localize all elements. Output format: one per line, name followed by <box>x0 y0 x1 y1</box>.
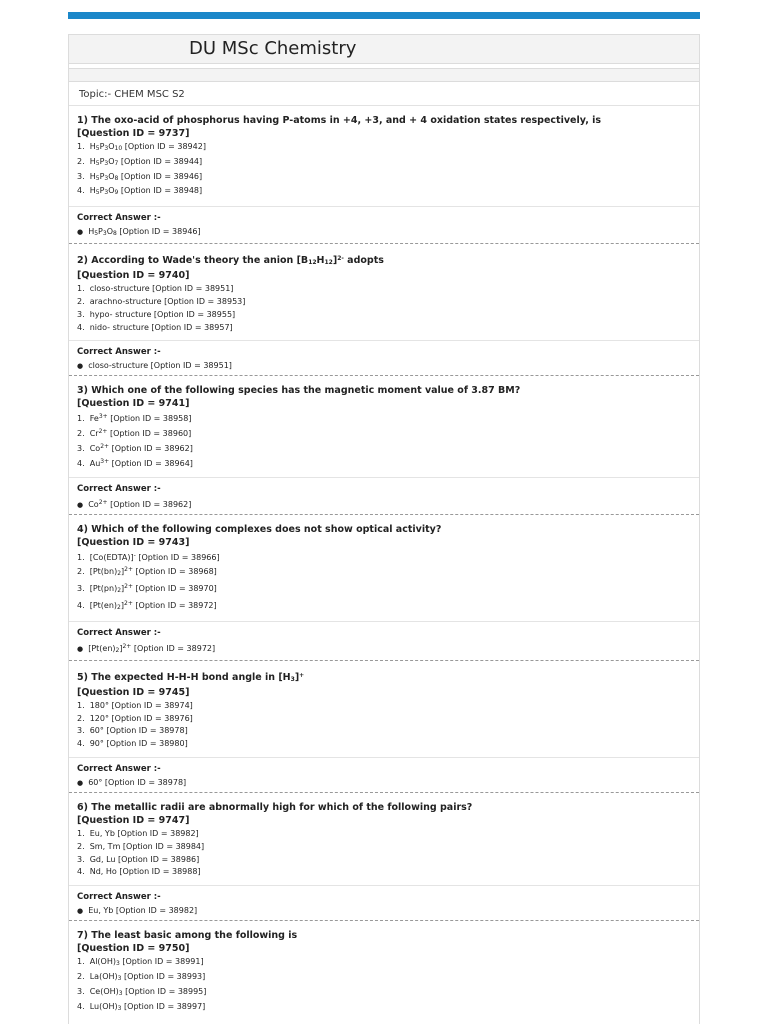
question-separator <box>69 660 699 661</box>
bullet-icon: ● <box>77 500 84 509</box>
option-item: 1. [Co(EDTA)]- [Option ID = 38966] <box>77 551 220 562</box>
question-id: [Question ID = 9743] <box>77 536 190 548</box>
question-text: 7) The least basic among the following is <box>77 930 298 942</box>
question-block <box>69 384 699 514</box>
bullet-icon: ● <box>77 778 84 787</box>
option-list <box>77 956 691 1015</box>
bullet-icon: ● <box>77 362 84 371</box>
option-list <box>77 550 691 615</box>
option-item: 1. $Fe^{3+}$ [Option ID = 38958] <box>77 413 192 424</box>
option-list <box>77 141 691 200</box>
correct-answer-label: Correct Answer :- <box>77 347 161 358</box>
option-list <box>77 828 691 879</box>
question-block <box>69 669 699 793</box>
option-item: 4. nido- structure [Option ID = 38957] <box>77 322 233 332</box>
option-item: 1. $Al(OH)_3$ [Option ID = 38991] <box>77 957 204 968</box>
option-item: 2. $La(OH)_3$ [Option ID = 38993] <box>77 971 206 982</box>
question-text: 2) According to Wade's theory the anion $[B_{12}H_{12}]^{2-}$ adopts <box>77 255 384 267</box>
question-block <box>69 929 699 1015</box>
correct-answer-section <box>77 758 691 792</box>
option-item: 3. $H_5P_3O_8$ [Option ID = 38946] <box>77 171 203 182</box>
question-id: [Question ID = 9747] <box>77 814 190 826</box>
option-item: 3. $Ce(OH)_3$ [Option ID = 38995] <box>77 986 207 997</box>
question-block <box>69 114 699 244</box>
question-id: [Question ID = 9741] <box>77 398 190 410</box>
bullet-icon: ● <box>77 644 84 653</box>
option-item: 4. 90° [Option ID = 38980] <box>77 739 188 749</box>
correct-answer-value: ● Eu, Yb [Option ID = 38982] <box>77 906 198 916</box>
correct-answer-label: Correct Answer :- <box>77 483 161 494</box>
option-item: 2. 120° [Option ID = 38976] <box>77 713 193 723</box>
bullet-icon: ● <box>77 907 84 916</box>
option-item: 3. 60° [Option ID = 38978] <box>77 726 188 736</box>
correct-answer-label: Correct Answer :- <box>77 213 161 224</box>
option-item: 1. Eu, Yb [Option ID = 38982] <box>77 828 199 838</box>
option-item: 3. $Co^{2+}$ [Option ID = 38962] <box>77 442 193 453</box>
question-text: 5) The expected H-H-H bond angle in $[H_3]^+$ <box>77 671 305 683</box>
question-block <box>69 801 699 921</box>
option-item: 4. Nd, Ho [Option ID = 38988] <box>77 867 201 877</box>
option-item: 4. $Lu(OH)_3$ [Option ID = 38997] <box>77 1001 206 1012</box>
option-item: 3. $[Pt(pn)_2]^{2+}$ [Option ID = 38970] <box>77 583 217 595</box>
question-text: 4) Which of the following complexes does not show optical activity? <box>77 523 442 535</box>
question-separator <box>69 920 699 921</box>
option-item: 4. $Au^{3+}$ [Option ID = 38964] <box>77 457 193 468</box>
question-separator <box>69 243 699 244</box>
correct-answer-section <box>77 207 691 243</box>
correct-answer-value: ● $[Pt(en)_2]^{2+}$ [Option ID = 38972] <box>77 642 216 654</box>
correct-answer-value: ● 60° [Option ID = 38978] <box>77 777 187 787</box>
question-text: 6) The metallic radii are abnormally high for which of the following pairs? <box>77 801 473 813</box>
option-item: 1. closo-structure [Option ID = 38951] <box>77 284 234 294</box>
option-item: 1. 180° [Option ID = 38974] <box>77 700 193 710</box>
question-block <box>69 252 699 376</box>
question-text: 1) The oxo-acid of phosphorus having P-atoms in +4, +3, and + 4 oxidation states respectively, is <box>77 115 602 126</box>
correct-answer-value: ● $Co^{2+}$ [Option ID = 38962] <box>77 498 192 509</box>
option-item: 2. Sm, Tm [Option ID = 38984] <box>77 841 205 851</box>
question-block <box>69 523 699 661</box>
title-row <box>69 34 699 64</box>
top-accent-bar <box>68 12 700 19</box>
option-item: 2. arachno-structure [Option ID = 38953] <box>77 296 246 306</box>
question-id: [Question ID = 9740] <box>77 270 190 282</box>
correct-answer-label: Correct Answer :- <box>77 892 161 903</box>
question-separator <box>69 792 699 793</box>
correct-answer-section <box>77 622 691 660</box>
option-item: 3. hypo- structure [Option ID = 38955] <box>77 309 236 319</box>
blank-row <box>69 68 699 82</box>
question-separator <box>69 514 699 515</box>
correct-answer-section <box>77 478 691 514</box>
question-separator <box>69 375 699 376</box>
question-id: [Question ID = 9745] <box>77 686 190 698</box>
option-item: 4. $[Pt(en)_2]^{2+}$ [Option ID = 38972] <box>77 599 217 611</box>
correct-answer-label: Correct Answer :- <box>77 627 161 638</box>
option-item: 2. $Cr^{2+}$ [Option ID = 38960] <box>77 428 192 439</box>
option-list <box>77 283 691 334</box>
question-list <box>69 114 699 1015</box>
option-item: 3. Gd, Lu [Option ID = 38986] <box>77 854 200 864</box>
option-item: 4. $H_5P_3O_9$ [Option ID = 38948] <box>77 186 203 197</box>
question-id: [Question ID = 9750] <box>77 943 190 955</box>
page-title: DU MSc Chemistry <box>189 38 357 59</box>
document-page <box>68 34 700 1024</box>
correct-answer-value: ● $H_5P_3O_8$ [Option ID = 38946] <box>77 227 201 238</box>
option-item: 2. $H_5P_3O_7$ [Option ID = 38944] <box>77 156 203 167</box>
option-item: 1. $H_5P_3O_{10}$ [Option ID = 38942] <box>77 142 206 152</box>
correct-answer-section <box>77 886 691 920</box>
topic-label: Topic:- CHEM MSC S2 <box>69 84 699 106</box>
question-text: 3) Which one of the following species has the magnetic moment value of 3.87 BM? <box>77 385 521 397</box>
correct-answer-label: Correct Answer :- <box>77 763 161 774</box>
option-list <box>77 700 691 751</box>
option-item: 2. $[Pt(bn)_2]^{2+}$ [Option ID = 38968] <box>77 566 217 578</box>
question-id: [Question ID = 9737] <box>77 128 190 139</box>
correct-answer-value: ● closo-structure [Option ID = 38951] <box>77 361 232 371</box>
correct-answer-section <box>77 341 691 375</box>
bullet-icon: ● <box>77 228 84 237</box>
option-list <box>77 411 691 470</box>
